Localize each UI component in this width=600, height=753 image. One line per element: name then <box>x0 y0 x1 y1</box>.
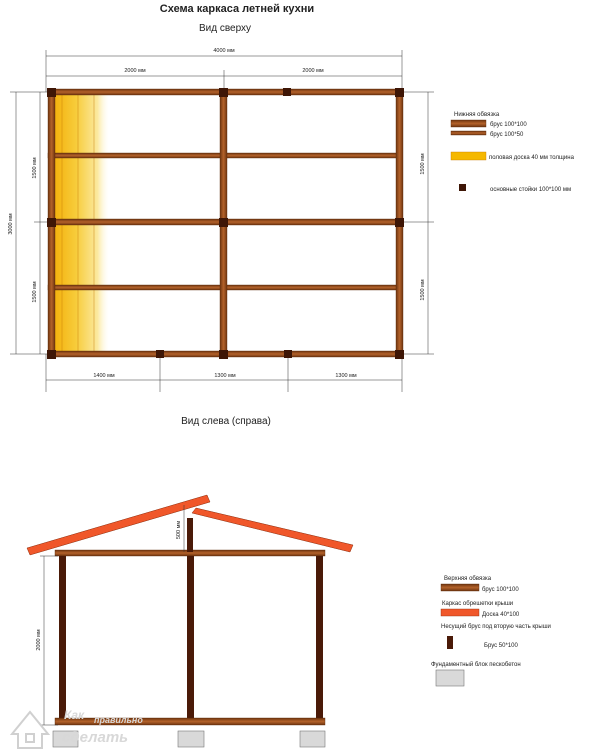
legend-roof-frame: Каркас обрешетки крыши <box>442 601 514 607</box>
legend-swatch-beam-50 <box>451 131 486 135</box>
dim-bottom-3: 1300 мм <box>335 373 357 379</box>
dim-overall-width: 4000 мм <box>213 48 235 54</box>
foundation-block <box>300 731 325 747</box>
post <box>219 88 228 97</box>
watermark-line1: Как <box>64 708 85 722</box>
post <box>395 350 404 359</box>
post <box>283 88 291 96</box>
roof-left-slope <box>27 495 210 555</box>
legend-swatch-post <box>459 184 466 191</box>
legend-top-frame: Верхняя обвязка <box>444 576 492 582</box>
legend-bearing-beam: Несущий брус под вторую часть крыши <box>441 624 551 630</box>
dim-bottom-1: 1400 мм <box>93 373 115 379</box>
legend-posts: основные стойки 100*100 мм <box>490 187 572 193</box>
side-post-right <box>316 556 323 718</box>
post <box>395 88 404 97</box>
top-view-label: Вид сверху <box>198 23 252 34</box>
dim-right-lower: 1500 мм <box>420 279 426 301</box>
side-view-legend <box>431 576 551 686</box>
legend-bearing-beam-size: Брус 50*100 <box>484 643 518 649</box>
top-view-frame <box>47 88 404 359</box>
post <box>219 218 228 227</box>
legend-floor-board: половая доска 40 мм толщина <box>489 155 574 161</box>
dim-overall-depth: 3000 мм <box>8 213 14 235</box>
post <box>47 88 56 97</box>
side-view-label: Вид слева (справа) <box>181 416 271 427</box>
dim-left-lower: 1500 мм <box>32 281 38 303</box>
legend-swatch-top-frame <box>441 584 479 591</box>
legend-beam-50: брус 100*50 <box>490 132 524 138</box>
post <box>284 350 292 358</box>
legend-swatch-floor <box>451 152 486 160</box>
post <box>395 218 404 227</box>
dim-left-upper: 1500 мм <box>32 157 38 179</box>
dim-half-right: 2000 мм <box>302 68 324 74</box>
post <box>156 350 164 358</box>
dim-right-upper: 1500 мм <box>420 153 426 175</box>
legend-swatch-roof <box>441 609 479 616</box>
legend-heading: Нижняя обвязка <box>454 112 500 118</box>
post <box>47 218 56 227</box>
top-view-legend <box>451 112 575 193</box>
legend-roof-board: Доска 40*100 <box>482 612 520 618</box>
post <box>47 350 56 359</box>
dim-half-left: 2000 мм <box>124 68 146 74</box>
legend-swatch-beam-100 <box>451 120 486 127</box>
legend-swatch-bearing-beam <box>447 636 453 649</box>
legend-swatch-foundation <box>436 670 464 686</box>
side-post-left <box>59 556 66 718</box>
roof-right-slope <box>192 508 353 552</box>
diagram-title: Схема каркаса летней кухни <box>159 3 315 15</box>
legend-foundation: Фундаментный блок пескобетон <box>431 662 521 668</box>
dim-ridge: 500 мм <box>176 520 182 540</box>
watermark-house-icon <box>12 712 48 748</box>
foundation-block <box>178 731 204 747</box>
dim-height: 2000 мм <box>36 629 42 651</box>
post <box>219 350 228 359</box>
legend-top-frame-beam: брус 100*100 <box>482 587 519 593</box>
legend-beam-100: брус 100*100 <box>490 122 527 128</box>
side-post-middle <box>187 556 194 718</box>
bearing-beam <box>187 518 193 552</box>
watermark <box>12 708 143 748</box>
dim-bottom-2: 1300 мм <box>214 373 236 379</box>
watermark-line2: правильно <box>94 715 143 725</box>
watermark-line3: сделать <box>62 729 129 746</box>
